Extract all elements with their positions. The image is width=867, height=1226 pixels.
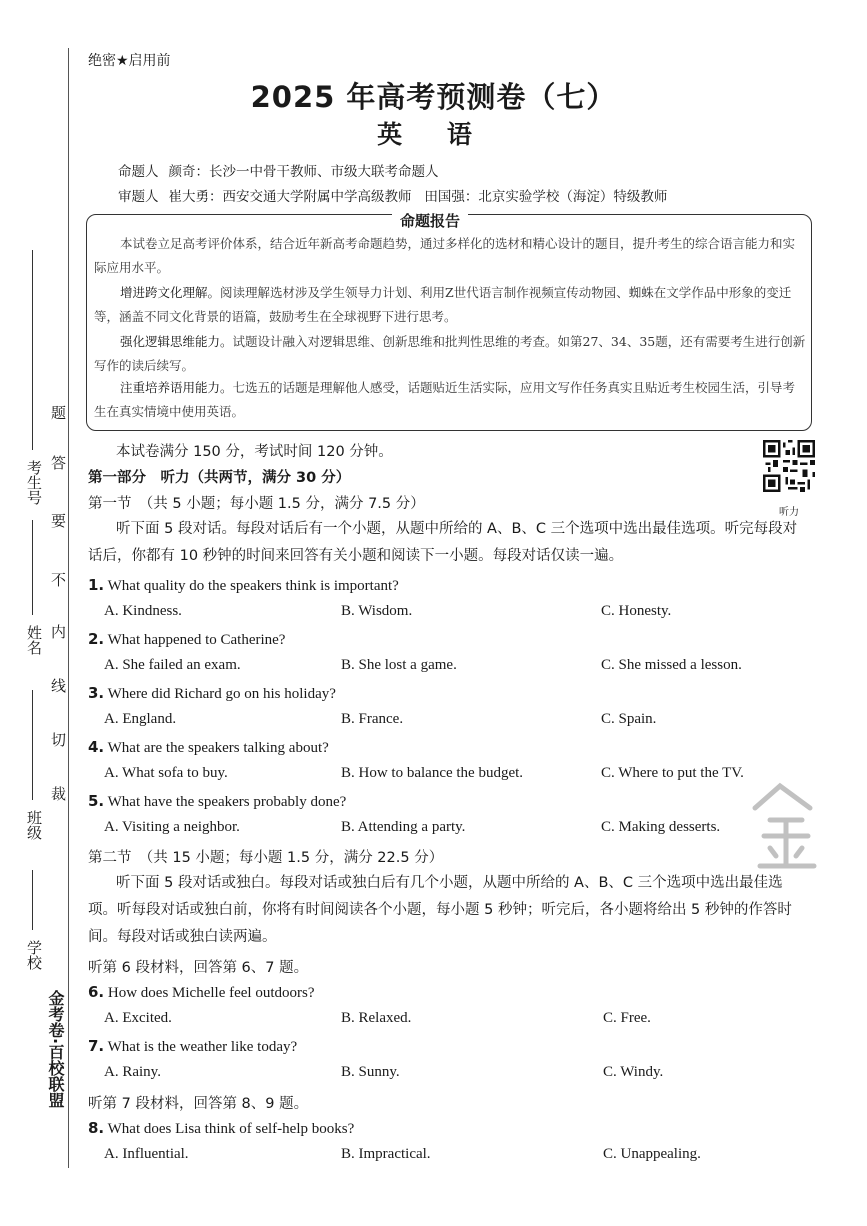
report-paragraph: 强化逻辑思维能力。试题设计融入对逻辑思维、创新思维和批判性思维的考查。如第27、34、35题，还有需要考生进行创新写作的读后续写。	[94, 334, 806, 373]
question: 5. What have the speakers probably done?	[88, 792, 347, 810]
report-paragraph: 增进跨文化理解。阅读理解选材涉及学生领导力计划、利用Z世代语言制作视频宣传动物园、蜘蛛在文学作品中形象的变迁等，涵盖不同文化背景的语篇，鼓励考生在全球视野下进行思考。	[94, 285, 792, 324]
author-text: 颜奇：长沙一中骨干教师、市级大联考命题人	[168, 164, 439, 180]
exam-number-label: 考生号	[25, 460, 43, 505]
subject-title: 英 语	[377, 120, 490, 149]
question: 8. What does Lisa think of self-help books?	[88, 1119, 355, 1137]
option-b: B. How to balance the budget.	[341, 765, 524, 781]
report-paragraph: 注重培养语用能力。七选五的话题是理解他人感受，话题贴近生活实际，应用文写作任务真实且贴近考生校园生活，引导考生在真实情境中使用英语。	[94, 380, 796, 419]
option-a: A. Influential.	[104, 1146, 189, 1162]
qr-caption: 听力	[779, 507, 799, 518]
warn-char: 要	[49, 513, 67, 528]
option-b: B. Impractical.	[341, 1146, 431, 1162]
option-a: A. Excited.	[104, 1010, 172, 1026]
option-b: B. Attending a party.	[341, 819, 466, 835]
option-c: C. Unappealing.	[603, 1146, 701, 1162]
reviewer-line	[118, 185, 667, 205]
name-label: 姓名	[25, 625, 43, 655]
author-line	[118, 160, 439, 180]
section2-instructions: 听下面 5 段对话或独白。每段对话或独白后有几个小题，从题中所给的 A、B、C 三个选项中选出最佳选项。听每段对话或独白前，你将有时间阅读各个小题，每小题 5 秒钟；听完后，各小题将给出 5 秒钟的作答时间。每段对话或独白读两遍。	[88, 875, 792, 945]
section1-title: 第一节 （共 5 小题；每小题 1.5 分，满分 7.5 分）	[88, 496, 425, 512]
reviewer-label: 审题人	[118, 189, 159, 205]
school-label: 学校	[25, 940, 43, 970]
section2-title: 第二节 （共 15 小题；每小题 1.5 分，满分 22.5 分）	[88, 850, 444, 866]
school-line	[32, 870, 33, 930]
option-a: A. What sofa to buy.	[104, 765, 228, 781]
confidential-mark: 绝密★启用前	[88, 53, 171, 69]
option-b: B. Sunny.	[341, 1064, 400, 1080]
class-label: 班级	[25, 810, 43, 840]
option-a: A. Visiting a neighbor.	[104, 819, 240, 835]
listening-qr-code[interactable]	[763, 440, 815, 492]
binding-line	[68, 48, 69, 1168]
name-line	[32, 520, 33, 615]
warn-char: 裁	[49, 786, 67, 801]
option-c: C. She missed a lesson.	[601, 657, 742, 673]
question: 4. What are the speakers talking about?	[88, 738, 329, 756]
section1-instructions: 听下面 5 段对话。每段对话后有一个小题，从题中所给的 A、B、C 三个选项中选出最佳选项。听完每段对话后，你都有 10 秒钟的时间来回答有关小题和阅读下一小题。每段对话仅读一遍。	[88, 521, 798, 564]
class-line	[32, 690, 33, 800]
option-a: A. England.	[104, 711, 177, 727]
option-b: B. France.	[341, 711, 404, 727]
seal-watermark	[740, 778, 830, 878]
warn-char: 线	[49, 678, 67, 693]
option-c: C. Spain.	[601, 711, 657, 727]
option-a: A. Rainy.	[104, 1064, 161, 1080]
question: 6. How does Michelle feel outdoors?	[88, 983, 315, 1001]
warn-char: 切	[49, 732, 67, 747]
reviewer-text: 崔大勇：西安交通大学附属中学高级教师 田国强：北京实验学校（海淀）特级教师	[168, 189, 668, 205]
option-b: B. Relaxed.	[341, 1010, 412, 1026]
page-title: 2025 年高考预测卷（七）	[250, 80, 617, 114]
exam-number-line	[32, 250, 33, 450]
part1-title: 第一部分 听力（共两节，满分 30 分）	[88, 470, 351, 486]
option-b: B. She lost a game.	[341, 657, 457, 673]
material-7-intro: 听第 7 段材料，回答第 8、9 题。	[88, 1096, 309, 1112]
question: 1. What quality do the speakers think is important?	[88, 576, 399, 594]
question: 7. What is the weather like today?	[88, 1037, 298, 1055]
warn-char: 题	[49, 405, 67, 420]
report-paragraph: 本试卷立足高考评价体系，结合近年新高考命题趋势，通过多样化的选材和精心设计的题目，提升考生的综合语言能力和实际应用水平。	[94, 236, 796, 275]
exam-intro: 本试卷满分 150 分，考试时间 120 分钟。	[116, 444, 393, 460]
question: 2. What happened to Catherine?	[88, 630, 286, 648]
warn-char: 内	[49, 624, 67, 639]
report-title: 命题报告	[392, 210, 468, 231]
option-c: C. Honesty.	[601, 603, 672, 619]
option-c: C. Windy.	[603, 1064, 664, 1080]
author-label: 命题人	[118, 164, 159, 180]
option-a: A. She failed an exam.	[104, 657, 241, 673]
option-b: B. Wisdom.	[341, 603, 413, 619]
question: 3. Where did Richard go on his holiday?	[88, 684, 336, 702]
option-c: C. Free.	[603, 1010, 651, 1026]
option-a: A. Kindness.	[104, 603, 182, 619]
material-6-intro: 听第 6 段材料，回答第 6、7 题。	[88, 960, 309, 976]
brand-label: 金考卷·百校联盟	[46, 990, 65, 1109]
option-c: C. Where to put the TV.	[601, 765, 744, 781]
option-c: C. Making desserts.	[601, 819, 721, 835]
warn-char: 不	[49, 572, 67, 587]
warn-char: 答	[49, 455, 67, 470]
